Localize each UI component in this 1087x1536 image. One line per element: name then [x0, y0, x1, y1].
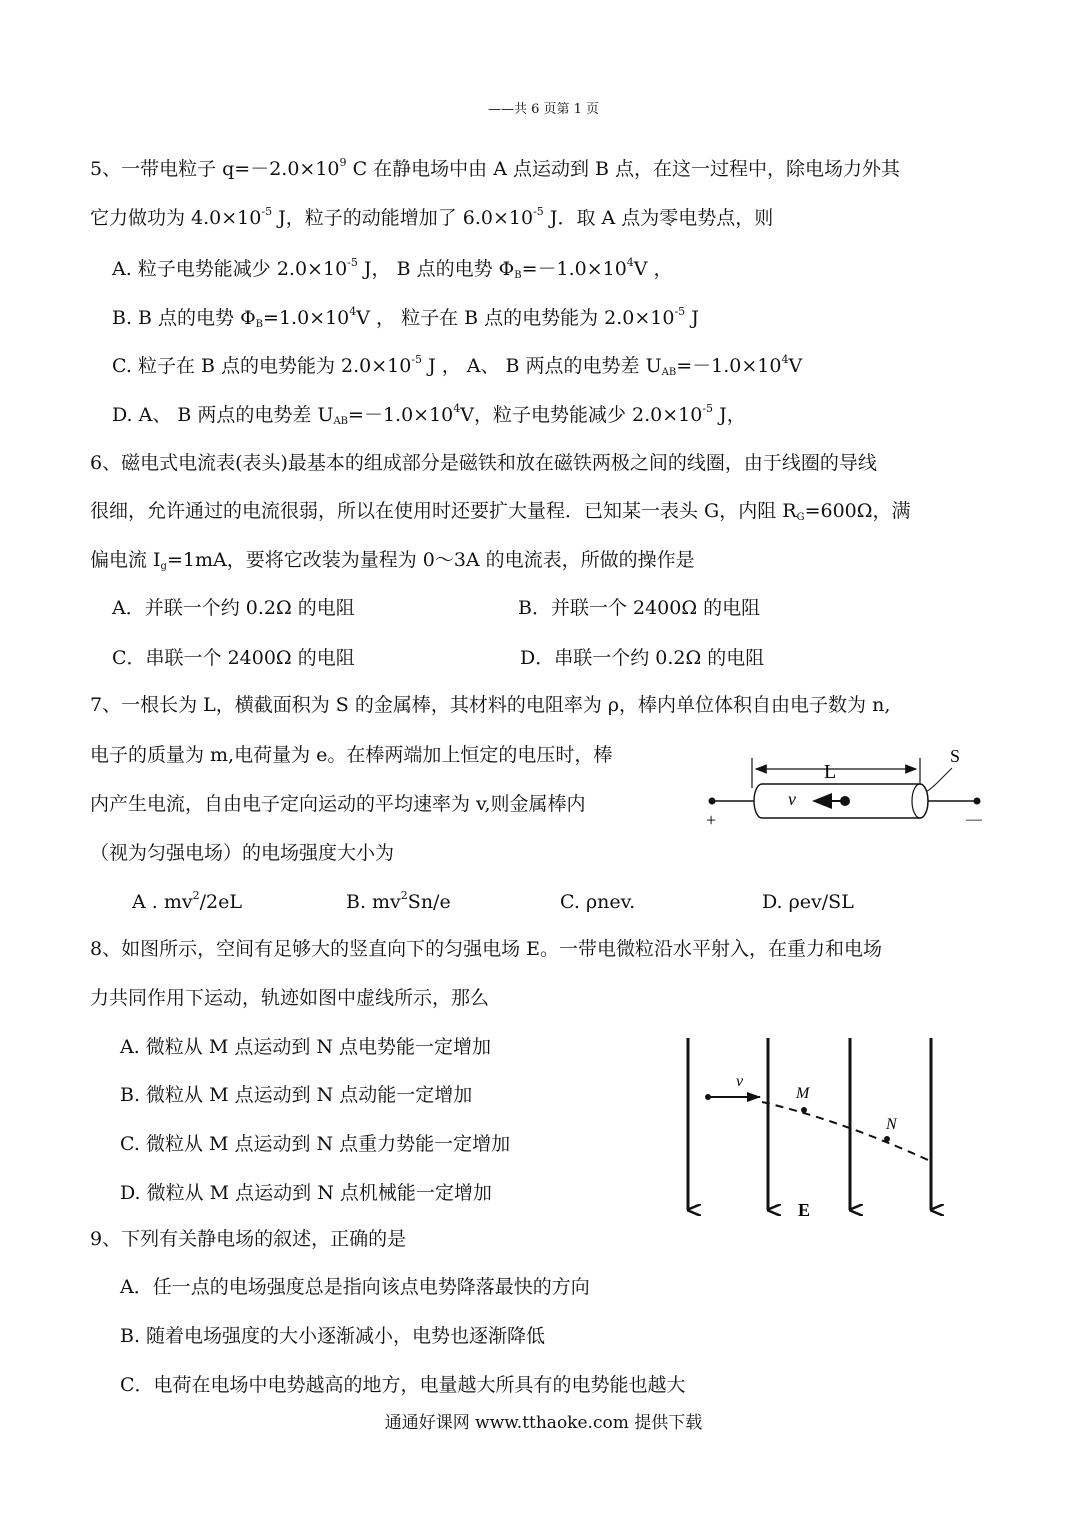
- q5-option-d: [112, 402, 746, 428]
- q5-stem1-a: 5、一带电粒子 q=－2.0×10: [90, 158, 340, 180]
- q5-b-2: =1.0×10: [263, 307, 350, 329]
- q8-label-M: M: [796, 1085, 810, 1102]
- q5-stem1-exp: 9: [339, 156, 347, 169]
- q5-b-3: V ， 粒子在 B 点的电势能为 2.0×10: [356, 307, 675, 329]
- q5-b-4: J: [685, 307, 699, 329]
- q5-stem2-b: J，粒子的动能增加了 6.0×10: [272, 207, 534, 229]
- q6-option-c: C．串联一个 2400Ω 的电阻: [112, 647, 355, 669]
- q9-option-c: C．电荷在电场中电势越高的地方，电量越大所具有的电势能也越大: [120, 1374, 686, 1396]
- q5-b-sub: B: [255, 319, 264, 330]
- q7-option-a: [132, 889, 242, 915]
- q5-option-b: [112, 305, 699, 331]
- q7-b-exp: 2: [400, 889, 408, 902]
- q8-point-N: [884, 1136, 890, 1142]
- q7-option-c: C. ρnev.: [560, 891, 636, 913]
- q5-stem1-b: C 在静电场中由 A 点运动到 B 点，在这一过程中，除电场力外其: [346, 158, 900, 180]
- q6-option-d: D．串联一个约 0.2Ω 的电阻: [520, 647, 765, 669]
- q8-point-M: [801, 1107, 807, 1113]
- q7-a-exp: 2: [192, 889, 200, 902]
- q6-stem-line2: [90, 498, 911, 524]
- q5-d-3: V，粒子电势能减少 2.0×10: [460, 404, 703, 426]
- q5-c-2: J ， A、 B 两点的电势差 U: [422, 355, 662, 377]
- q7-stem-line3: 内产生电流，自由电子定向运动的平均速率为 v,则金属棒内: [90, 793, 586, 815]
- q7-rod-diagram: [700, 738, 1000, 833]
- q6-stem2-sub: G: [796, 512, 805, 523]
- q5-d-exp2: -5: [702, 402, 714, 415]
- q5-d-1: D. A、 B 两点的电势差 U: [112, 404, 334, 426]
- q7-label-S: S: [950, 746, 961, 766]
- q5-stem-line2: [90, 205, 773, 231]
- q5-b-exp1: 4: [349, 305, 357, 318]
- q7-a-1: A . mv: [132, 891, 193, 913]
- q8-option-b: B. 微粒从 M 点运动到 N 点动能一定增加: [120, 1084, 473, 1106]
- q7-label-plus: +: [706, 810, 717, 830]
- q7-stem-line1: 7、一根长为 L，横截面积为 S 的金属棒，其材料的电阻率为 ρ，棒内单位体积自由电子数为 n,: [90, 694, 891, 716]
- q6-stem3-a: 偏电流 I: [90, 549, 161, 571]
- q6-stem3-sub: g: [160, 561, 167, 572]
- q5-option-a: [112, 256, 673, 282]
- q7-label-v: v: [788, 789, 796, 809]
- page-header: ——共 6 页第 1 页: [487, 102, 600, 117]
- q8-label-v: v: [736, 1073, 744, 1090]
- q5-c-exp2: 4: [781, 353, 789, 366]
- q5-stem2-a: 它力做功为 4.0×10: [90, 207, 262, 229]
- q8-label-N: N: [886, 1116, 897, 1133]
- q6-stem2-a: 很细，允许通过的电流很弱，所以在使用时还要扩大量程．已知某一表头 G，内阻 R: [90, 500, 797, 522]
- q6-option-b: B．并联一个 2400Ω 的电阻: [518, 597, 761, 619]
- q5-d-4: J，: [713, 404, 746, 426]
- q7-stem-line4: （视为匀强电场）的电场强度大小为: [90, 842, 395, 864]
- q8-label-E: E: [798, 1200, 811, 1220]
- q5-c-sub: AB: [661, 367, 677, 378]
- q8-option-a: A. 微粒从 M 点运动到 N 点电势能一定增加: [120, 1036, 492, 1058]
- q7-stem-line2: 电子的质量为 m,电荷量为 e。在棒两端加上恒定的电压时，棒: [90, 744, 613, 766]
- q6-option-a: A．并联一个约 0.2Ω 的电阻: [112, 597, 355, 619]
- q5-c-3: =－1.0×10: [676, 355, 782, 377]
- q5-b-1: B. B 点的电势 Φ: [112, 307, 256, 329]
- q7-option-b: [346, 889, 451, 915]
- q5-a-exp2: 4: [626, 256, 634, 269]
- q5-c-4: V: [788, 355, 803, 377]
- q6-stem3-b: =1mA，要将它改装为量程为 0～3A 的电流表，所做的操作是: [166, 549, 695, 571]
- q7-b-1: B. mv: [346, 891, 401, 913]
- q5-stem2-c: J．取 A 点为零电势点，则: [543, 207, 774, 229]
- q5-a-2: J， B 点的电势 Φ: [357, 258, 515, 280]
- q5-d-exp1: 4: [453, 402, 461, 415]
- q7-right-terminal: [974, 798, 981, 805]
- q5-a-1: A. 粒子电势能减少 2.0×10: [112, 258, 348, 280]
- q5-option-c: [112, 353, 802, 379]
- q9-option-a: A．任一点的电场强度总是指向该点电势降落最快的方向: [120, 1276, 590, 1298]
- q8-option-d: D. 微粒从 M 点运动到 N 点机械能一定增加: [120, 1182, 492, 1204]
- q5-a-3: =－1.0×10: [521, 258, 627, 280]
- q7-b-2: Sn/e: [407, 891, 451, 913]
- q5-c-exp1: -5: [411, 353, 423, 366]
- q6-stem-line3: [90, 547, 695, 573]
- q5-stem2-exp1: -5: [261, 205, 273, 218]
- q5-d-sub: AB: [333, 416, 349, 427]
- q5-d-2: =－1.0×10: [348, 404, 454, 426]
- q7-electron: [840, 796, 850, 806]
- q7-S-leader: [926, 768, 952, 792]
- q8-option-c: C. 微粒从 M 点运动到 N 点重力势能一定增加: [120, 1133, 511, 1155]
- q8-stem-line1: 8、如图所示，空间有足够大的竖直向下的匀强电场 E。一带电微粒沿水平射入，在重力和电场: [90, 938, 882, 960]
- q5-a-4: V ，: [633, 258, 673, 280]
- q7-label-minus: —: [966, 811, 982, 828]
- q7-label-L: L: [824, 761, 837, 783]
- q9-option-b: B. 随着电场强度的大小逐渐减小，电势也逐渐降低: [120, 1325, 546, 1347]
- q5-b-exp2: -5: [674, 305, 686, 318]
- q7-a-2: /2eL: [199, 891, 242, 913]
- q5-a-exp1: -5: [347, 256, 358, 269]
- q9-stem: 9、下列有关静电场的叙述，正确的是: [90, 1228, 407, 1250]
- q7-left-terminal: [709, 798, 716, 805]
- q5-stem-line1: [90, 156, 900, 182]
- q8-stem-line2: 力共同作用下运动，轨迹如图中虚线所示，那么: [90, 987, 490, 1009]
- q8-field-diagram: [670, 1034, 960, 1224]
- q5-stem2-exp2: -5: [533, 205, 544, 218]
- q5-c-1: C. 粒子在 B 点的电势能为 2.0×10: [112, 355, 412, 377]
- page-footer: 通通好课网 www.tthaoke.com 提供下载: [384, 1413, 703, 1433]
- q7-option-d: D. ρev/SL: [762, 891, 854, 913]
- q6-stem2-b: =600Ω，满: [804, 500, 911, 522]
- q8-trajectory: [762, 1102, 928, 1160]
- q5-a-sub: B: [514, 270, 522, 281]
- q6-stem-line1: 6、磁电式电流表(表头)最基本的组成部分是磁铁和放在磁铁两极之间的线圈，由于线圈的导线: [90, 452, 877, 474]
